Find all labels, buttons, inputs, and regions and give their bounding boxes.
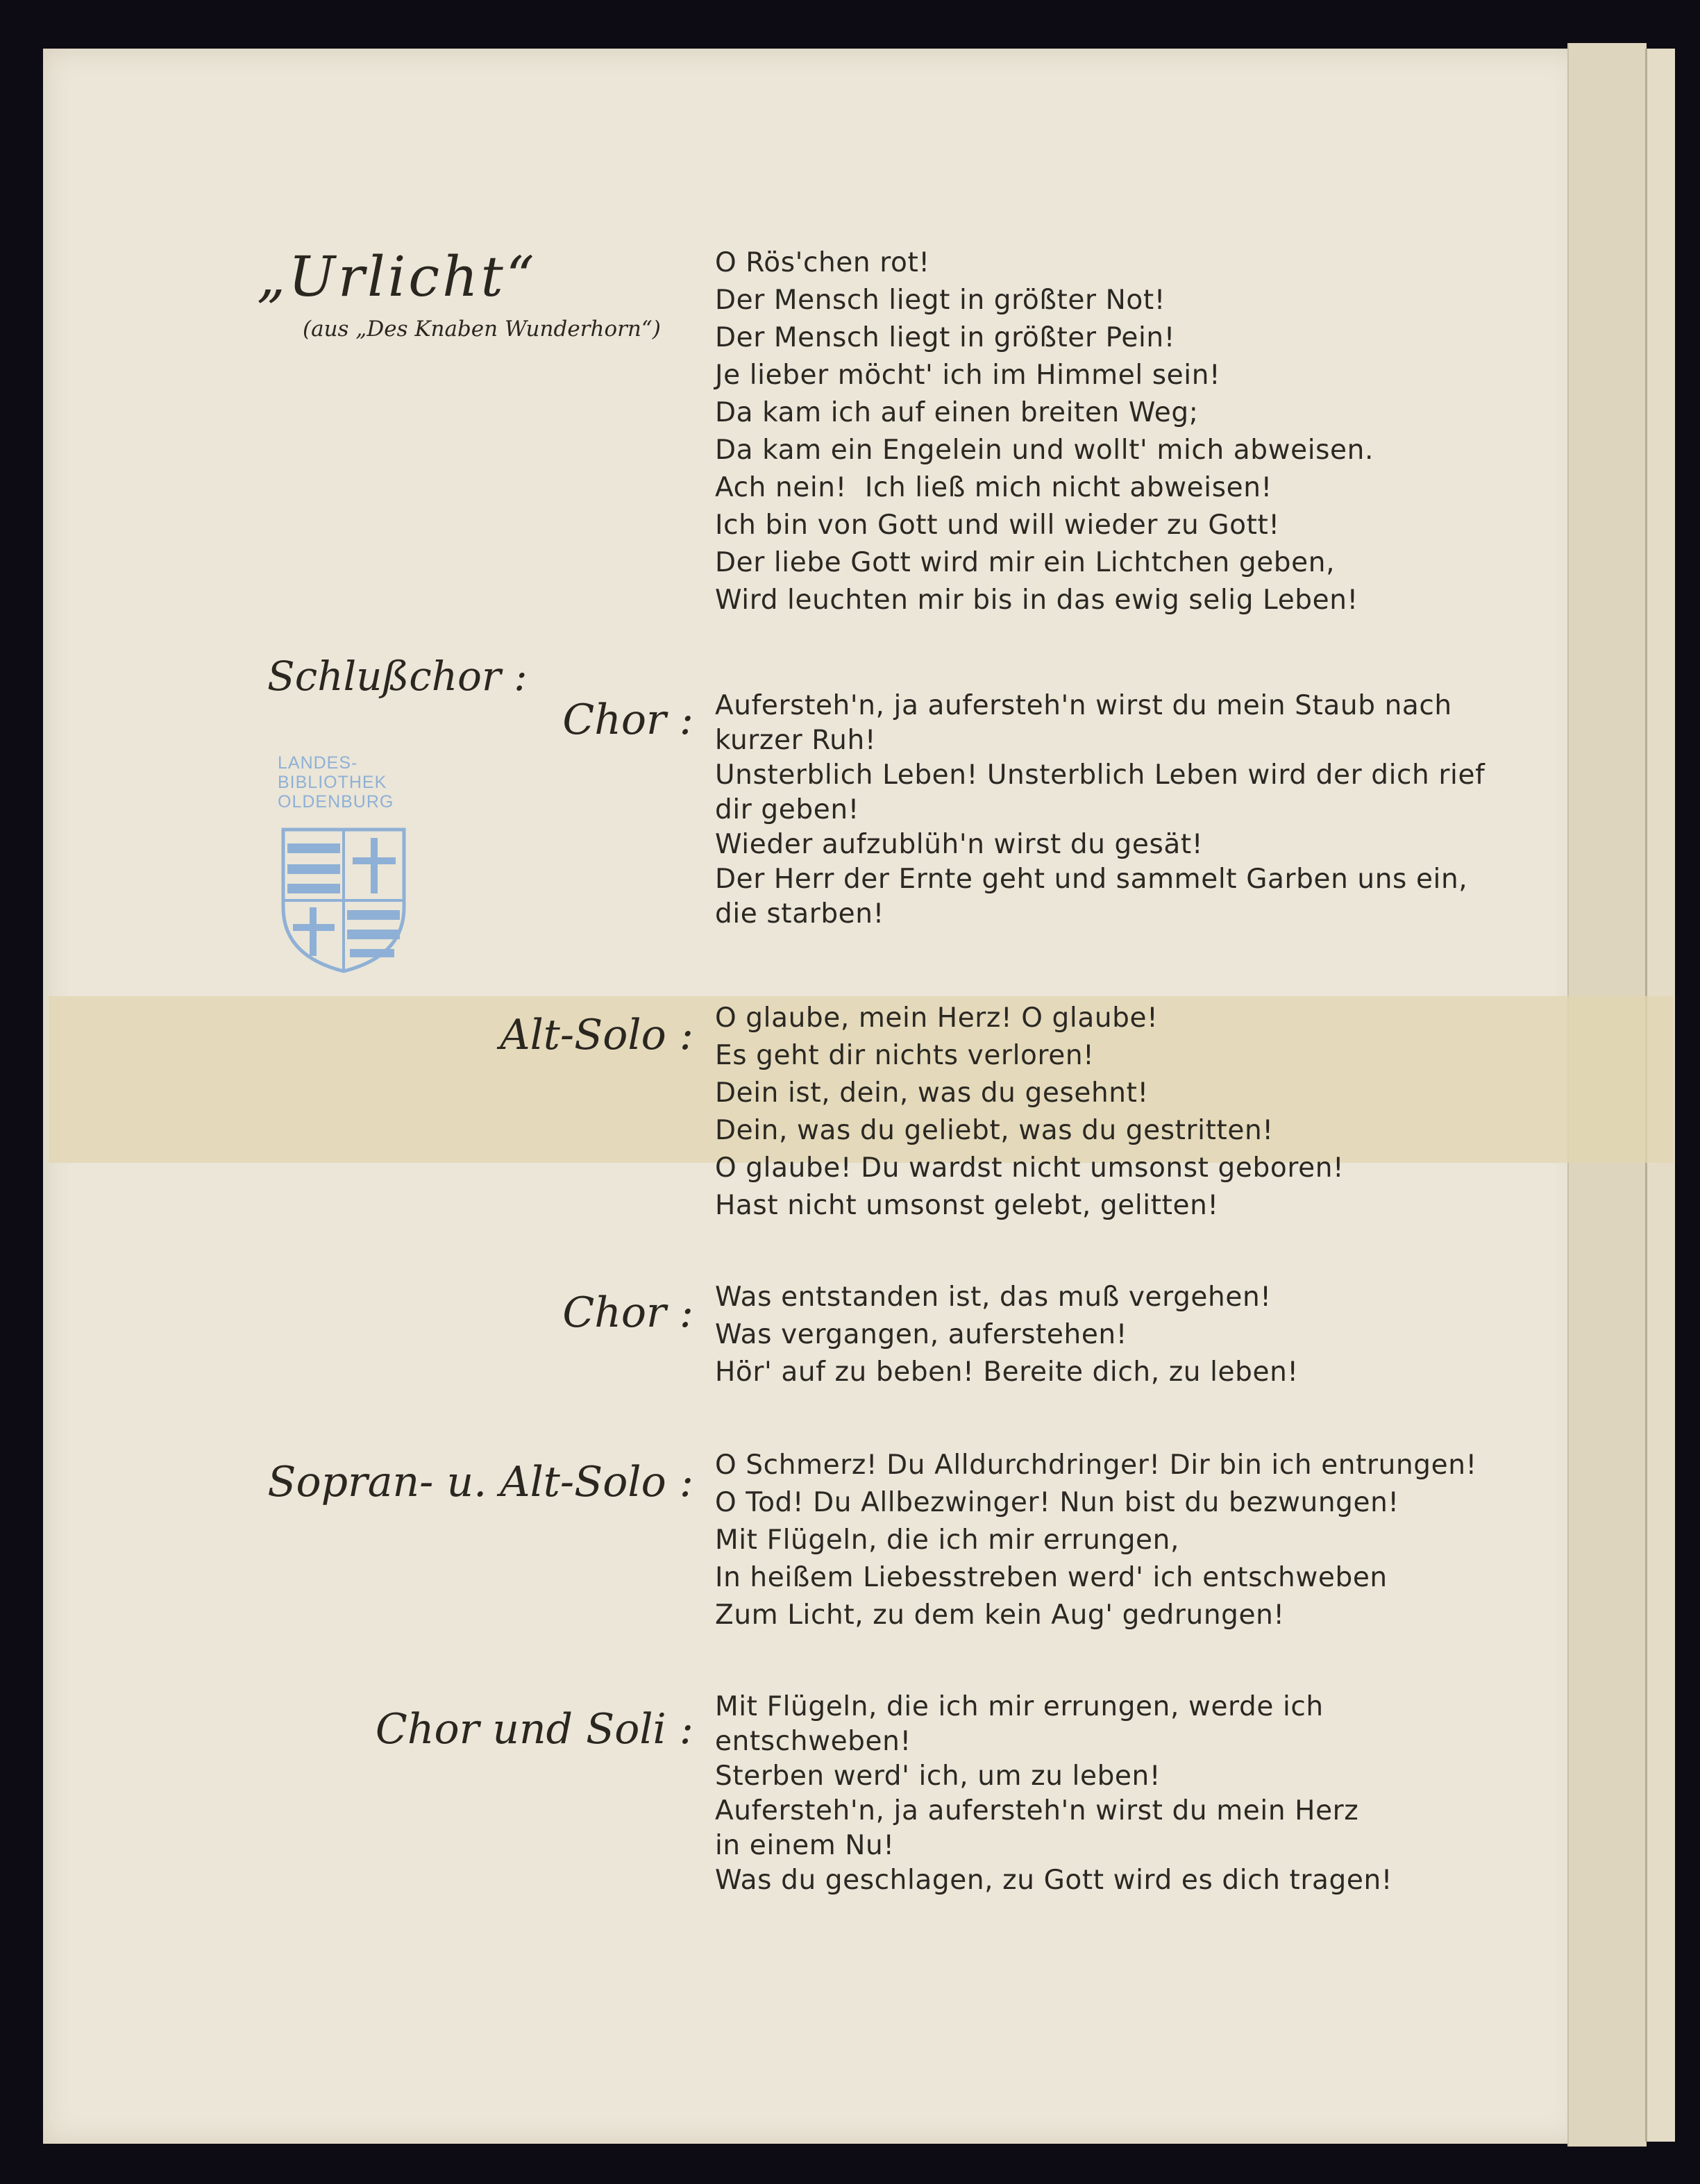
verse-line: Hast nicht umsonst gelebt, gelitten! — [715, 1190, 1219, 1221]
verse-line: O glaube! Du wardst nicht umsonst geboren! — [715, 1152, 1345, 1184]
verse-line: Mit Flügeln, die ich mir errungen, werde ich — [715, 1691, 1324, 1722]
verse-line: Hör' auf zu beben! Bereite dich, zu leben! — [715, 1356, 1299, 1388]
verse-sopran-alt-solo — [715, 1447, 1477, 1634]
verse-line: O Schmerz! Du Alldurchdringer! Dir bin ich entrungen! — [715, 1450, 1477, 1481]
part-label-sopran-alt-solo: Sopran- u. Alt-Solo : — [267, 1458, 693, 1506]
verse-line: O Rös'chen rot! — [715, 247, 930, 278]
verse-line: Was vergangen, auferstehen! — [715, 1319, 1127, 1350]
part-label-chor: Chor : — [562, 1288, 693, 1337]
verse-line: Sterben werd' ich, um zu leben! — [715, 1761, 1161, 1792]
verse-chor-2 — [715, 1279, 1299, 1391]
verse-line: Der Mensch liegt in größter Pein! — [715, 322, 1175, 353]
verse-line: Aufersteh'n, ja aufersteh'n wirst du mein Staub nach — [715, 690, 1452, 721]
library-stamp — [278, 753, 416, 977]
part-label-alt-solo: Alt-Solo : — [500, 1011, 693, 1059]
verse-alt-solo — [715, 1000, 1344, 1225]
verse-line: In heißem Liebesstreben werd' ich entschweben — [715, 1562, 1388, 1593]
verse-line: entschweben! — [715, 1726, 911, 1757]
verse-line: O Tod! Du Allbezwinger! Nun bist du bezwungen! — [715, 1487, 1399, 1518]
poem-source: (aus „Des Knaben Wunderhorn“) — [303, 317, 661, 342]
verse-line: Unsterblich Leben! Unsterblich Leben wird der dich rief — [715, 759, 1486, 791]
verse-line: Zum Licht, zu dem kein Aug' gedrungen! — [715, 1599, 1285, 1631]
verse-urlicht — [715, 244, 1374, 619]
verse-line: Was entstanden ist, das muß vergehen! — [715, 1282, 1272, 1313]
verse-line: Der Mensch liegt in größter Not! — [715, 285, 1165, 316]
stamp-line: OLDENBURG — [278, 792, 394, 812]
poem-title: „Urlicht“ — [257, 244, 537, 309]
part-label-chor: Chor : — [562, 696, 693, 744]
verse-line: Wird leuchten mir bis in das ewig selig Leben! — [715, 585, 1358, 616]
stamp-line: LANDES- — [278, 753, 358, 773]
verse-line: dir geben! — [715, 794, 859, 825]
verse-chor-und-soli — [715, 1690, 1392, 1898]
verse-line: Dein, was du geliebt, was du gestritten! — [715, 1115, 1274, 1146]
verse-line: O glaube, mein Herz! O glaube! — [715, 1002, 1159, 1034]
verse-line: Ach nein! Ich ließ mich nicht abweisen! — [715, 472, 1272, 503]
verse-line: Je lieber möcht' ich im Himmel sein! — [715, 360, 1221, 391]
verse-line: Ich bin von Gott und will wieder zu Gott! — [715, 510, 1280, 541]
verse-line: Da kam ich auf einen breiten Weg; — [715, 397, 1199, 428]
verse-line: Aufersteh'n, ja aufersteh'n wirst du mein Herz — [715, 1795, 1359, 1826]
stamp-line: BIBLIOTHEK — [278, 773, 387, 792]
verse-line: Dein ist, dein, was du gesehnt! — [715, 1077, 1149, 1109]
verse-line: Wieder aufzublüh'n wirst du gesät! — [715, 829, 1204, 860]
part-label-chor-und-soli: Chor und Soli : — [375, 1705, 693, 1754]
verse-line: Es geht dir nichts verloren! — [715, 1040, 1095, 1071]
verse-line: kurzer Ruh! — [715, 725, 877, 756]
verse-line: Der Herr der Ernte geht und sammelt Garben uns ein, — [715, 864, 1468, 895]
verse-line: Mit Flügeln, die ich mir errungen, — [715, 1524, 1179, 1556]
verse-chor-1 — [715, 689, 1485, 932]
section-heading: Schlußchor : — [267, 653, 528, 700]
verse-line: in einem Nu! — [715, 1830, 895, 1861]
coat-of-arms-icon — [278, 824, 410, 977]
verse-line: die starben! — [715, 898, 884, 930]
verse-line: Der liebe Gott wird mir ein Lichtchen geben, — [715, 547, 1336, 578]
verse-line: Was du geschlagen, zu Gott wird es dich tragen! — [715, 1865, 1393, 1896]
verse-line: Da kam ein Engelein und wollt' mich abweisen. — [715, 435, 1374, 466]
